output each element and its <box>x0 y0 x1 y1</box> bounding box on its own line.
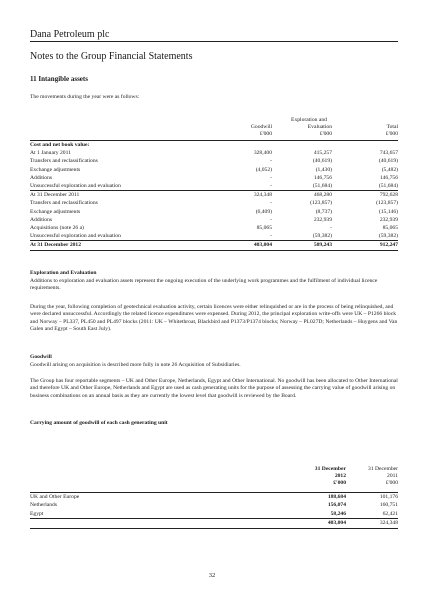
expl-value <box>272 141 332 150</box>
row-label: Acquisitions (note 26 a) <box>30 225 84 232</box>
table-row <box>30 208 398 216</box>
goodwill-value: 85,065 <box>256 225 272 232</box>
goodwill-value: (4,052) <box>255 166 272 173</box>
goodwill-table-heading: Carrying amount of goodwill of each cash generating unit <box>30 420 168 426</box>
table-row <box>30 149 398 157</box>
col-goodwill-header <box>238 124 272 138</box>
total-value: 743,657 <box>379 150 398 157</box>
row-label: Unsuccessful exploration and evaluation <box>30 182 238 191</box>
cgu-value-2012: 188,684 <box>286 493 346 502</box>
cgu-value-2012: 58,246 <box>286 510 346 519</box>
total-value: (59,382) <box>332 232 398 241</box>
col-total-header <box>360 124 398 138</box>
total-value: (40,619) <box>378 158 398 165</box>
expl-value: 415,257 <box>313 150 332 157</box>
expl-value: (51,684) <box>272 182 332 191</box>
row-label: At 31 December 2011 <box>30 192 80 199</box>
row-label: Cost and net book value: <box>30 141 238 150</box>
table-row <box>30 232 398 241</box>
goodwill-value <box>238 141 272 150</box>
table-row <box>30 224 398 232</box>
goodwill-cgu-table <box>30 492 398 529</box>
table-row <box>30 157 398 165</box>
expl-value: 146,756 <box>313 174 332 181</box>
expl-value: (40,619) <box>312 158 332 165</box>
col-goodwill-title: Goodwill <box>250 124 272 130</box>
section-title: 11 Intangible assets <box>30 75 88 83</box>
total-value: 232,939 <box>379 216 398 223</box>
col-2012-year: 2012 <box>334 473 346 479</box>
goodwill-value: - <box>270 174 272 181</box>
expl-value: (123,857) <box>310 200 332 207</box>
total-value: 146,756 <box>379 174 398 181</box>
col-expl-header <box>286 117 332 138</box>
total-value: 85,065 <box>382 225 398 232</box>
expl-value: 232,939 <box>313 216 332 223</box>
company-name: Dana Petroleum plc <box>30 29 110 40</box>
table-row <box>30 166 398 174</box>
table-row <box>30 174 398 182</box>
expl-value: (59,382) <box>272 232 332 241</box>
table-row <box>30 510 398 519</box>
row-label: At 31 December 2012 <box>30 241 238 250</box>
row-label: Exchange adjustments <box>30 208 81 215</box>
page-number: 32 <box>208 572 216 579</box>
row-label: Exchange adjustments <box>30 166 81 173</box>
goodwill-value: (6,409) <box>255 208 272 215</box>
intangible-assets-table <box>30 140 398 251</box>
row-label: Unsuccessful exploration and evaluation <box>30 232 238 241</box>
goodwill-value: - <box>238 182 272 191</box>
table-row <box>30 493 398 502</box>
goodwill-paragraph-1: Goodwill arising on acquisition is described more fully in note 26 Acquisition of Subsidiaries. <box>30 362 241 368</box>
goodwill-value: 328,400 <box>253 150 272 157</box>
header-rule <box>30 41 398 42</box>
expl-value: 509,243 <box>272 241 332 250</box>
expl-paragraph-2: During the year, following completion of geotechnical evaluation activity, certain licences were either relinquished or are in the process of being relinquished, and were declared unsuccessful. Accordingly the related licence expenditures were expensed. During 2012, the principal exploration write-offs were UK – P1266 block and Norway – PL337, PL450 and PL497 blocks (2011: UK – Whitethroat, Blackbird and P1373/P1374 blocks; Norway – PL027D; Netherlands – Huygens and Van Galen and Egypt – South East July). <box>30 304 398 333</box>
total-value: (5,482) <box>381 166 398 173</box>
expl-value: (8,737) <box>315 208 332 215</box>
expl-value: 468,280 <box>313 192 332 199</box>
goodwill-paragraph-2: The Group has four reportable segments – UK and Other Europe, Netherlands, Egypt and Other International. No goodwill has been allocated to Other International and therefore UK and Other Europe, Netherlands and Egypt are used as cash generating units for the purpose of assessing the carrying value of goodwill arising on business combinations on an annual basis as they are currently the lowest level that goodwill is reviewed by the Board. <box>30 378 398 399</box>
total-value: (123,857) <box>376 200 398 207</box>
row-label: Transfers and reclassifications <box>30 200 98 207</box>
goodwill-value: - <box>270 200 272 207</box>
cgu-value-2011: 101,176 <box>346 493 398 502</box>
col-2011-unit: £'000 <box>385 480 398 486</box>
col-total-title: Total <box>386 124 398 130</box>
total-2012: 403,004 <box>286 519 346 528</box>
goodwill-value: 324,348 <box>253 192 272 199</box>
col-2012-unit: £'000 <box>333 480 346 486</box>
cgu-label: Netherlands <box>30 502 58 509</box>
cgu-value-2012: 156,074 <box>327 502 346 509</box>
table-row <box>30 199 398 207</box>
col-total-unit: £'000 <box>385 131 398 137</box>
table-row <box>30 216 398 224</box>
row-label: Additions <box>30 216 53 223</box>
notes-title: Notes to the Group Financial Statements <box>30 51 193 62</box>
col-2012-title: 31 December <box>314 466 346 472</box>
col-expl-title1: Exploration and <box>291 117 327 123</box>
table-row <box>30 501 398 509</box>
expl-paragraph-1: Additions to exploration and evaluation assets represent the ongoing execution of the underlying work programmes and the fulfilment of individual licence requirements. <box>30 278 378 292</box>
goodwill-value: - <box>270 216 272 223</box>
total-2011: 324,348 <box>346 519 398 528</box>
total-value: (51,684) <box>332 182 398 191</box>
table-row <box>30 191 398 200</box>
goodwill-value: - <box>270 158 272 165</box>
col-expl-title2: Evaluation <box>307 124 332 130</box>
goodwill-value: - <box>238 232 272 241</box>
table-row <box>30 241 398 250</box>
cgu-value-2011: 62,421 <box>346 510 398 519</box>
col-2011-title: 31 December <box>368 466 398 472</box>
col-goodwill-unit: £'000 <box>259 131 272 137</box>
total-value: (15,146) <box>378 208 398 215</box>
table-row <box>30 182 398 191</box>
col-2011-year: 2011 <box>387 473 398 479</box>
cgu-value-2011: 160,751 <box>379 502 398 509</box>
col-expl-unit: £'000 <box>319 131 332 137</box>
table-row <box>30 141 398 150</box>
row-label: At 1 January 2011 <box>30 150 71 157</box>
total-label <box>30 519 286 528</box>
table-total-row <box>30 519 398 528</box>
cgu-label: Egypt <box>30 510 286 519</box>
expl-value: - <box>330 225 332 232</box>
expl-value: (1,430) <box>315 166 332 173</box>
total-value: 792,628 <box>379 192 398 199</box>
total-value: 912,247 <box>332 241 398 250</box>
row-label: Transfers and reclassifications <box>30 158 98 165</box>
row-label: Additions <box>30 174 53 181</box>
cgu-label: UK and Other Europe <box>30 493 286 502</box>
col-2011-header <box>352 466 398 487</box>
goodwill-heading: Goodwill <box>30 354 52 360</box>
expl-heading: Exploration and Evaluation <box>30 270 97 276</box>
total-value <box>332 141 398 150</box>
col-2012-header <box>300 466 346 487</box>
section-intro: The movements during the year were as follows: <box>30 94 140 100</box>
goodwill-value: 403,004 <box>238 241 272 250</box>
